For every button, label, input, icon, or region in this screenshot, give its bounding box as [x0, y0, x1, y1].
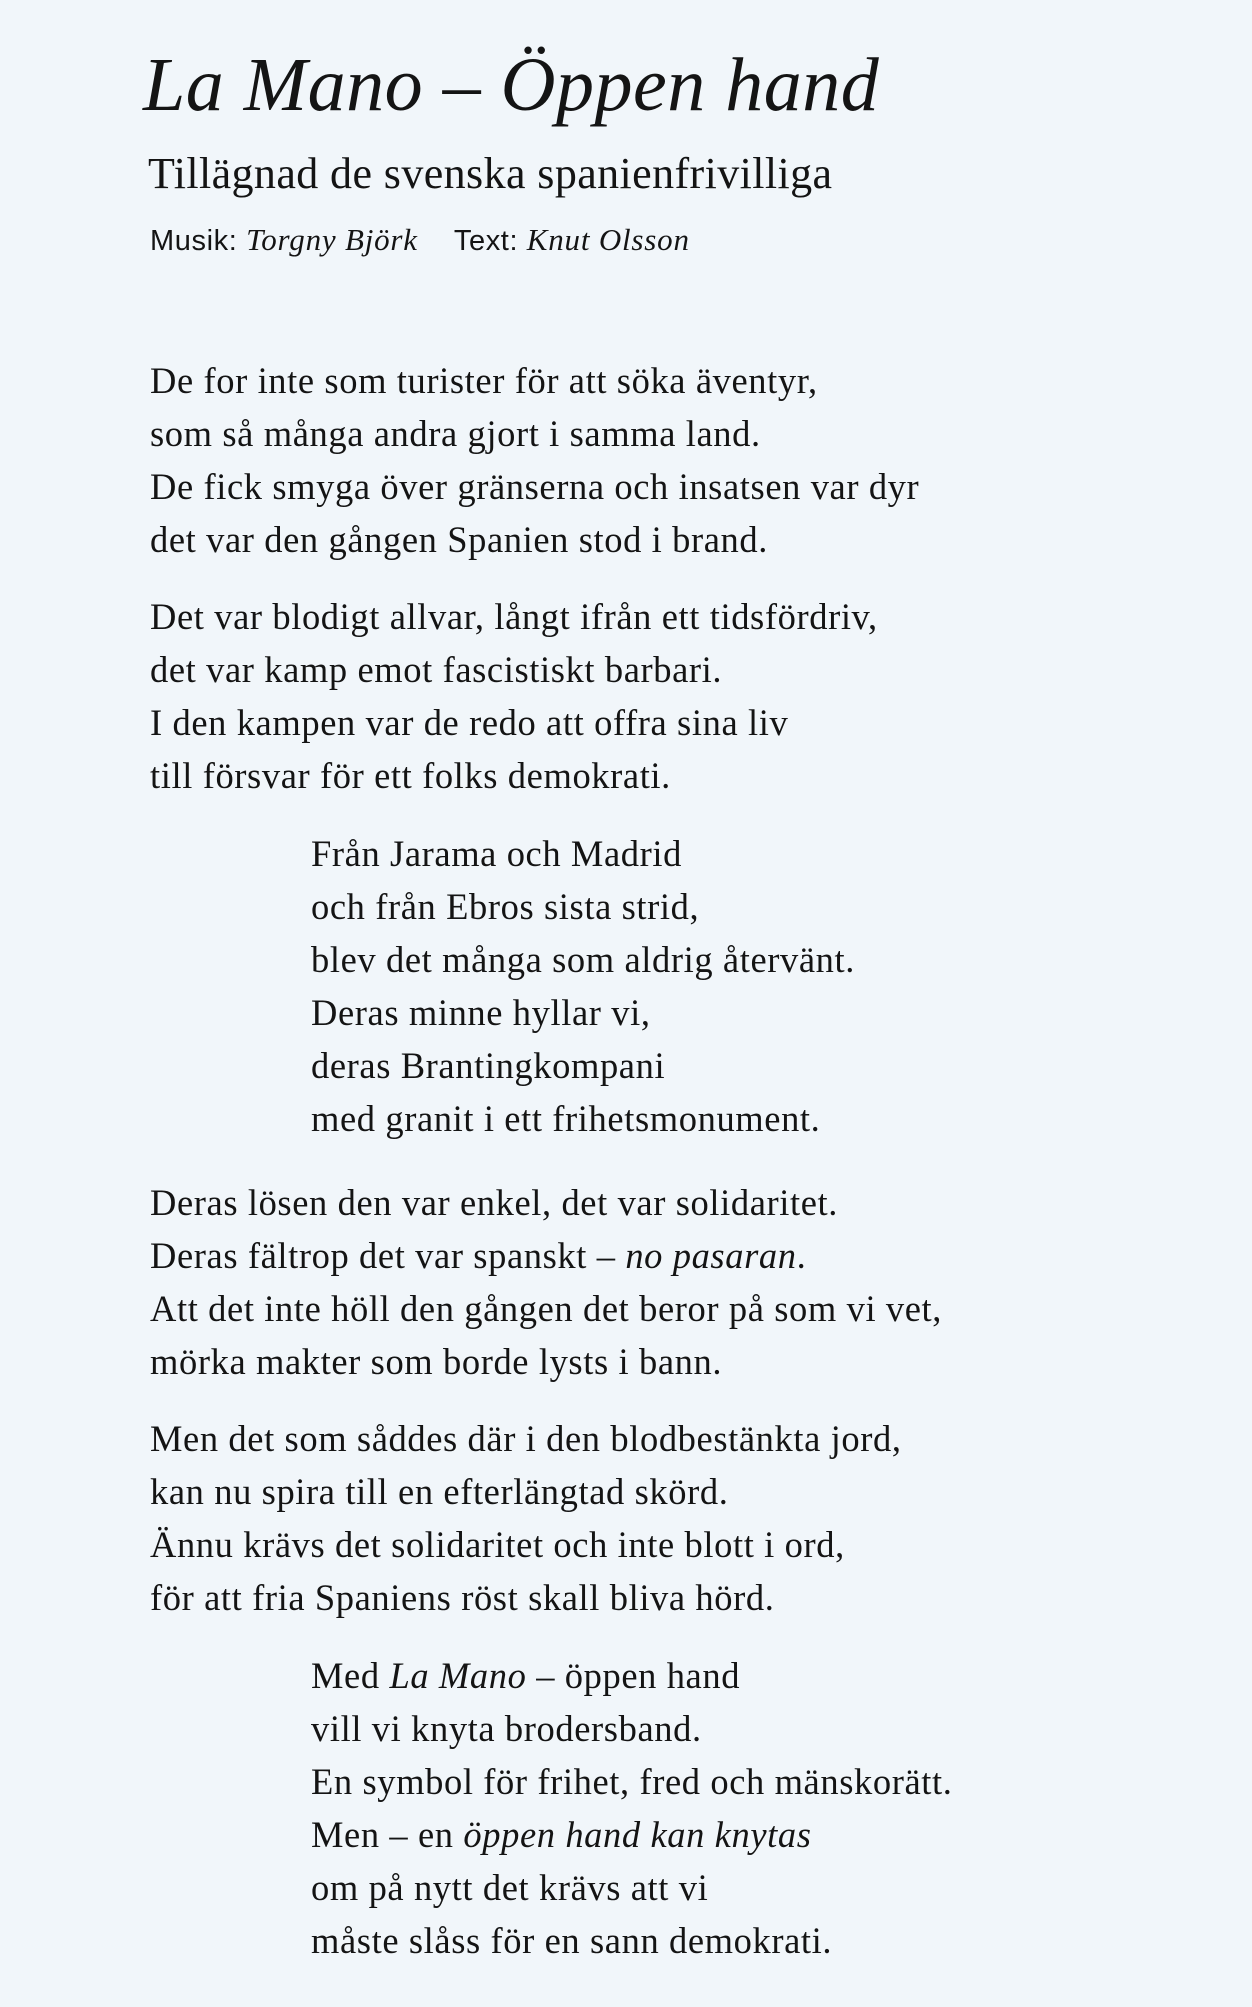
verse-line: Det var blodigt allvar, långt ifrån ett tidsfördriv,: [150, 596, 878, 637]
verse-line: det var den gången Spanien stod i brand.: [150, 519, 768, 560]
refrain-line: Från Jarama och Madrid: [311, 833, 682, 874]
music-label: Musik:: [150, 225, 238, 257]
refrain-line: och från Ebros sista strid,: [311, 886, 700, 927]
song-dedication: Tillägnad de svenska spanienfrivilliga: [148, 149, 833, 198]
refrain-line: deras Brantingkompani: [311, 1045, 666, 1086]
lyricist-name: Knut Olsson: [526, 222, 690, 257]
refrain-line: om på nytt det krävs att vi: [311, 1867, 709, 1908]
verse-line: I den kampen var de redo att offra sina liv: [150, 702, 789, 743]
refrain-line: blev det många som aldrig återvänt.: [311, 939, 855, 980]
verse-line: De fick smyga över gränserna och insatsen var dyr: [150, 466, 920, 507]
verse-3: [150, 1176, 942, 1388]
verse-1: [150, 354, 919, 566]
verse-2: [150, 590, 878, 802]
verse-line: Ännu krävs det solidaritet och inte blott i ord,: [150, 1524, 845, 1565]
verse-4: [150, 1412, 902, 1624]
verse-line: De for inte som turister för att söka äventyr,: [150, 360, 818, 401]
refrain-line: Med La Mano – öppen hand: [311, 1655, 741, 1696]
refrain-line: Men – en öppen hand kan knytas: [311, 1814, 812, 1855]
text-label: Text:: [453, 225, 519, 257]
verse-line: som så många andra gjort i samma land.: [150, 413, 761, 454]
verse-line: kan nu spira till en efterlängtad skörd.: [150, 1471, 729, 1512]
credits: [150, 220, 690, 261]
verse-line: Att det inte höll den gången det beror på som vi vet,: [150, 1288, 943, 1329]
battle-cry: no pasaran: [625, 1235, 797, 1276]
verse-line: till försvar för ett folks demokrati.: [150, 755, 671, 796]
verse-line: mörka makter som borde lysts i bann.: [150, 1341, 723, 1382]
refrain-line: måste slåss för en sann demokrati.: [311, 1920, 833, 1961]
refrain-line: En symbol för frihet, fred och mänskorätt.: [311, 1761, 953, 1802]
song-title: La Mano – Öppen hand: [143, 43, 880, 127]
verse-line: Deras fältrop det var spanskt – no pasaran.: [150, 1235, 807, 1276]
verse-line: Deras lösen den var enkel, det var solidaritet.: [150, 1182, 838, 1223]
verse-line: det var kamp emot fascistiskt barbari.: [150, 649, 723, 690]
refrain-line: Deras minne hyllar vi,: [311, 992, 651, 1033]
refrain-line: vill vi knyta brodersband.: [311, 1708, 702, 1749]
verse-line: för att fria Spaniens röst skall bliva hörd.: [150, 1577, 775, 1618]
refrain-line: med granit i ett frihetsmonument.: [311, 1098, 821, 1139]
la-mano-emphasis: La Mano: [389, 1655, 527, 1696]
composer-name: Torgny Björk: [246, 222, 418, 257]
open-hand-emphasis: öppen hand kan knytas: [463, 1814, 812, 1855]
refrain-2: [311, 1649, 952, 1967]
verse-line: Men det som såddes där i den blodbestänkta jord,: [150, 1418, 902, 1459]
refrain-1: [311, 827, 855, 1145]
